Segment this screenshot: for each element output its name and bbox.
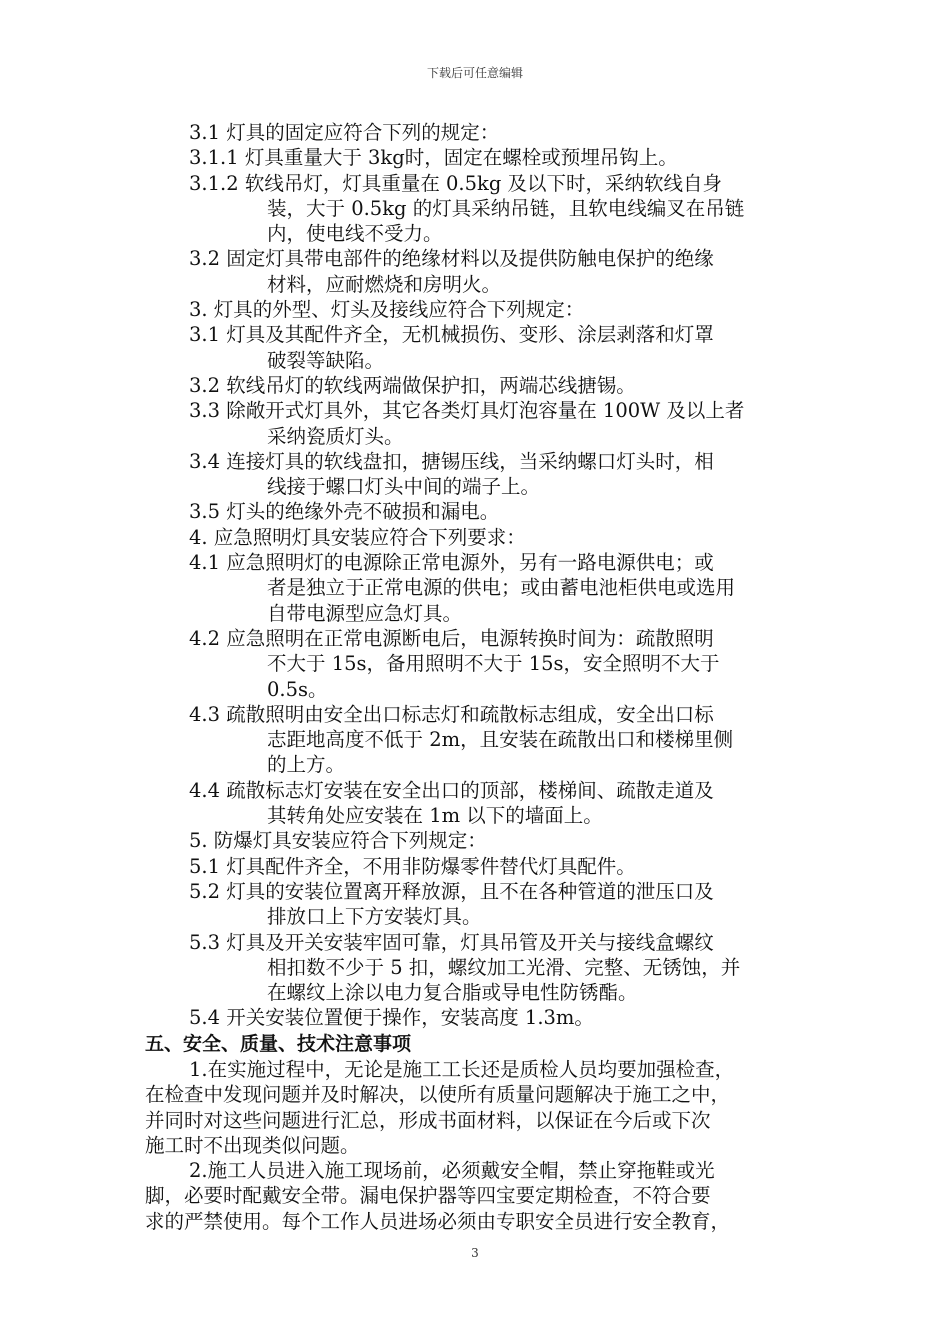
list-item-line: 排放口上下方安装灯具。 — [267, 905, 482, 929]
paragraph-line: 并同时对这些问题进行汇总，形成书面材料，以保证在今后或下次 — [145, 1108, 711, 1132]
document-body — [145, 120, 825, 1234]
list-item-line: 5.3 灯具及开关安装牢固可靠，灯具吊管及开关与接线盒螺纹 — [189, 930, 714, 954]
list-item-line: 材料，应耐燃烧和房明火。 — [267, 272, 502, 296]
list-item-line: 5.1 灯具配件齐全，不用非防爆零件替代灯具配件。 — [189, 854, 636, 878]
list-item-line: 3.4 连接灯具的软线盘扣，搪锡压线，当采纳螺口灯头时，相 — [189, 449, 714, 473]
list-item — [145, 550, 825, 626]
list-item-line: 4. 应急照明灯具安装应符合下列要求： — [189, 525, 526, 549]
list-item — [145, 854, 825, 879]
list-item — [145, 246, 825, 297]
list-item — [145, 449, 825, 500]
list-item-line: 3.1 灯具的固定应符合下列的规定： — [189, 121, 500, 144]
page-number: 3 — [471, 1246, 479, 1260]
list-item-line: 5.2 灯具的安装位置离开释放源，且不在各种管道的泄压口及 — [189, 879, 714, 903]
list-item-line: 0.5s。 — [267, 677, 328, 701]
list-item-line: 4.2 应急照明在正常电源断电后，电源转换时间为：疏散照明 — [189, 626, 714, 650]
list-item-line: 在螺纹上涂以电力复合脂或导电性防锈酯。 — [267, 981, 638, 1005]
list-item — [145, 297, 825, 322]
list-item-line: 线接于螺口灯头中间的端子上。 — [267, 475, 541, 499]
list-item-line: 3. 灯具的外型、灯头及接线应符合下列规定： — [189, 298, 585, 322]
list-item-line: 装，大于 0.5kg 的灯具采纳吊链，且软电线编叉在吊链 — [267, 196, 745, 220]
list-item-line: 3.2 固定灯具带电部件的绝缘材料以及提供防触电保护的绝缘 — [189, 247, 714, 271]
list-item-line: 3.3 除敞开式灯具外，其它各类灯具灯泡容量在 100W 及以上者 — [189, 399, 745, 423]
list-item-line: 自带电源型应急灯具。 — [267, 601, 463, 625]
paragraph-line: 求的严禁使用。每个工作人员进场必须由专职安全员进行安全教育， — [145, 1209, 731, 1233]
paragraph — [145, 1057, 825, 1158]
list-item — [145, 879, 825, 930]
list-item — [145, 398, 825, 449]
list-item — [145, 171, 825, 247]
list-item — [145, 828, 825, 853]
paragraph — [145, 1158, 825, 1234]
list-item-line: 3.1 灯具及其配件齐全，无机械损伤、变形、涂层剥落和灯罩 — [189, 323, 714, 347]
paragraph-line: 在检查中发现问题并及时解决，以使所有质量问题解决于施工之中， — [145, 1083, 731, 1107]
list-item-line: 3.2 软线吊灯的软线两端做保护扣，两端芯线搪锡。 — [189, 373, 636, 397]
list-item — [145, 373, 825, 398]
section-heading: 五、安全、质量、技术注意事项 — [145, 1032, 412, 1055]
paragraph-line: 2.施工人员进入施工现场前，必须戴安全帽，禁止穿拖鞋或光 — [189, 1159, 715, 1183]
list-item-line: 5.4 开关安装位置便于操作，安装高度 1.3m。 — [189, 1006, 594, 1030]
list-item-line: 采纳瓷质灯头。 — [267, 424, 404, 448]
list-item — [145, 525, 825, 550]
list-item — [145, 778, 825, 829]
list-item-line: 3.1.1 灯具重量大于 3kg时，固定在螺栓或预埋吊钩上。 — [189, 146, 678, 170]
paragraph-line: 1.在实施过程中，无论是施工工长还是质检人员均要加强检查， — [189, 1057, 735, 1081]
page-header: 下载后可任意编辑 — [426, 66, 523, 80]
list-item-line: 3.1.2 软线吊灯，灯具重量在 0.5kg 及以下时，采纳软线自身 — [189, 171, 723, 195]
list-item-line: 破裂等缺陷。 — [267, 348, 385, 372]
list-item-line: 5. 防爆灯具安装应符合下列规定： — [189, 829, 487, 853]
list-item — [145, 626, 825, 702]
list-item — [145, 499, 825, 524]
list-item-line: 其转角处应安装在 1m 以下的墙面上。 — [267, 804, 603, 828]
list-item — [145, 930, 825, 1006]
list-item-line: 的上方。 — [267, 753, 346, 777]
paragraph-line: 施工时不出现类似问题。 — [145, 1133, 360, 1157]
list-item-line: 内，使电线不受力。 — [267, 222, 443, 246]
list-item — [145, 702, 825, 778]
list-item-line: 4.3 疏散照明由安全出口标志灯和疏散标志组成，安全出口标 — [189, 702, 714, 726]
list-item-line: 不大于 15s，备用照明不大于 15s，安全照明不大于 — [267, 652, 720, 676]
list-item — [145, 1005, 825, 1030]
list-item — [145, 145, 825, 170]
list-item-line: 4.4 疏散标志灯安装在安全出口的顶部，楼梯间、疏散走道及 — [189, 778, 714, 802]
list-item-line: 4.1 应急照明灯的电源除正常电源外，另有一路电源供电；或 — [189, 551, 714, 575]
list-item — [145, 120, 825, 145]
paragraph-line: 脚，必要时配戴安全带。漏电保护器等四宝要定期检查，不符合要 — [145, 1184, 711, 1208]
list-item-line: 相扣数不少于 5 扣，螺纹加工光滑、完整、无锈蚀，并 — [267, 955, 741, 979]
list-item-line: 者是独立于正常电源的供电；或由蓄电池柜供电或选用 — [267, 576, 736, 600]
list-item-line: 志距地高度不低于 2m，且安装在疏散出口和楼梯里侧 — [267, 728, 734, 752]
list-item-line: 3.5 灯头的绝缘外壳不破损和漏电。 — [189, 500, 500, 524]
list-item — [145, 322, 825, 373]
